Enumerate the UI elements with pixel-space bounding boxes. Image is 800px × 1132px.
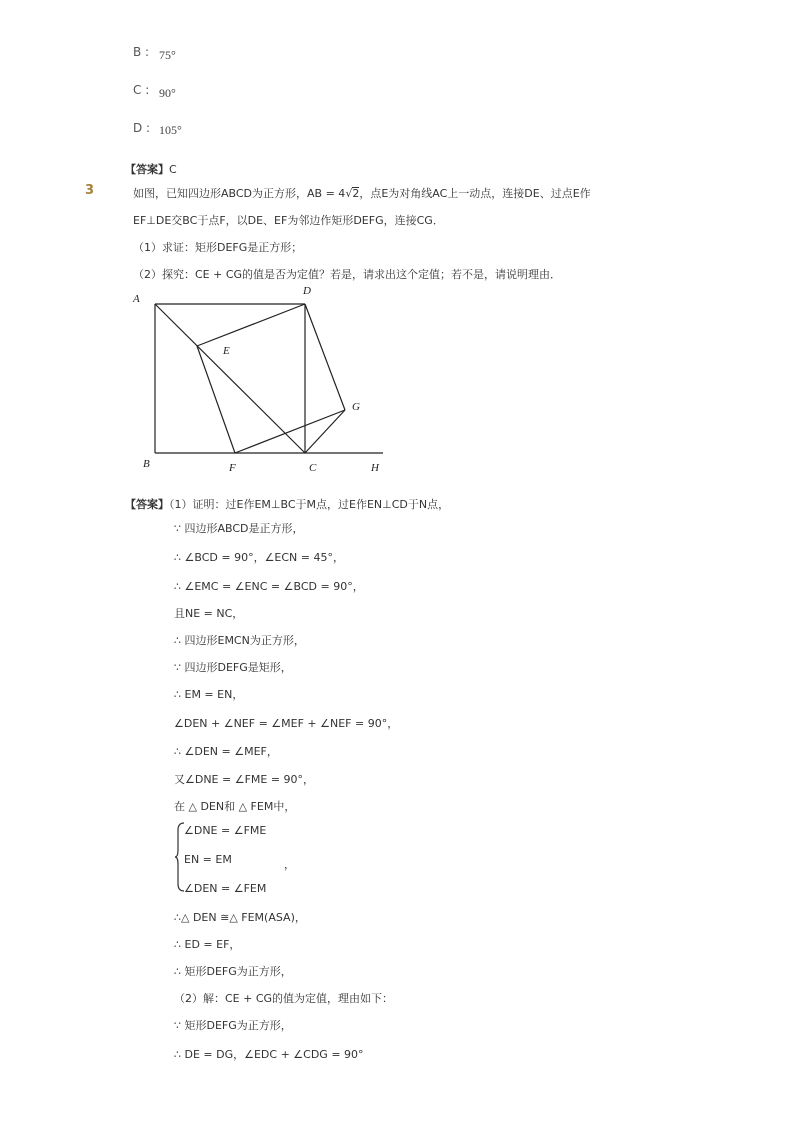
segment-ef <box>197 346 235 453</box>
system-eq-2: EN = EM <box>184 853 232 866</box>
answer-tag: 【答案】 <box>125 163 169 176</box>
solution-line-5: ∴ 四边形EMCN为正方形， <box>174 634 305 647</box>
solution-line-12: ∴△ DEN ≅△ FEM(ASA)， <box>174 911 306 924</box>
label-c: C <box>309 462 317 474</box>
answer-value: C <box>169 163 177 176</box>
label-f: F <box>229 462 236 474</box>
solution-line-10: 又∠DNE = ∠FME = 90°， <box>174 773 315 786</box>
segment-de <box>197 304 305 346</box>
solution-line-17: ∴ DE = DG，∠EDC + ∠CDG = 90° <box>174 1048 364 1061</box>
question-line-2: EF⊥DE交BC于点F，以DE、EF为邻边作矩形DEFG，连接CG． <box>133 214 444 227</box>
question-part-2: （2）探究：CE + CG的值是否为定值？若是，请求出这个定值；若不是，请说明理由． <box>133 268 562 281</box>
solution-line-14: ∴ 矩形DEFG为正方形， <box>174 965 292 978</box>
question-line-1 <box>133 185 591 201</box>
question-number: 3 <box>85 183 95 198</box>
solution-line-15: （2）解：CE + CG的值为定值，理由如下： <box>174 992 394 1005</box>
segment-dg <box>305 304 345 410</box>
system-eq-1: ∠DNE = ∠FME <box>184 824 267 837</box>
solution-line-13: ∴ ED = EF， <box>174 938 241 951</box>
solution-tag: 【答案】 <box>125 498 169 511</box>
option-d-label: D : <box>133 121 151 135</box>
label-d: D <box>303 285 311 297</box>
diagonal-ac <box>155 304 305 453</box>
segment-fg <box>235 410 345 453</box>
solution-line-6: ∵ 四边形DEFG是矩形， <box>174 661 292 674</box>
option-d-value: 105° <box>159 123 182 137</box>
segment-cg <box>305 410 345 453</box>
label-e: E <box>223 345 230 357</box>
solution-line-2: ∴ ∠BCD = 90°，∠ECN = 45°， <box>174 551 344 564</box>
label-h: H <box>371 462 379 474</box>
solution-line-0: （1）证明：过E作EM⊥BC于M点，过E作EN⊥CD于N点， <box>169 498 450 511</box>
label-b: B <box>143 458 150 470</box>
question-part-1: （1）求证：矩形DEFG是正方形； <box>133 241 303 254</box>
sqrt-symbol: √ <box>345 187 353 200</box>
question-line-1-post: ，点E为对角线AC上一动点，连接DE、过点E作 <box>359 187 591 200</box>
option-c-label: C : <box>133 83 150 97</box>
question-line-1-pre: 如图，已知四边形ABCD为正方形，AB = 4 <box>133 187 346 200</box>
previous-answer <box>125 158 177 177</box>
system-tail: ， <box>284 858 295 871</box>
solution-header <box>125 493 449 512</box>
label-g: G <box>352 401 360 413</box>
solution-line-16: ∵ 矩形DEFG为正方形， <box>174 1019 292 1032</box>
label-a: A <box>133 293 140 305</box>
sqrt-radicand: 2 <box>352 187 360 200</box>
solution-line-1: ∵ 四边形ABCD是正方形， <box>174 522 304 535</box>
geometry-figure <box>125 282 395 478</box>
option-b-value: 75° <box>159 48 176 62</box>
option-c-value: 90° <box>159 86 176 100</box>
option-b-label: B : <box>133 45 150 59</box>
solution-line-9: ∴ ∠DEN = ∠MEF， <box>174 745 278 758</box>
solution-line-4: 且NE = NC， <box>174 607 244 620</box>
solution-line-8: ∠DEN + ∠NEF = ∠MEF + ∠NEF = 90°， <box>174 717 399 730</box>
system-eq-3: ∠DEN = ∠FEM <box>184 882 267 895</box>
solution-line-11: 在 △ DEN和 △ FEM中， <box>174 800 296 813</box>
solution-line-7: ∴ EM = EN， <box>174 688 244 701</box>
solution-line-3: ∴ ∠EMC = ∠ENC = ∠BCD = 90°， <box>174 580 364 593</box>
